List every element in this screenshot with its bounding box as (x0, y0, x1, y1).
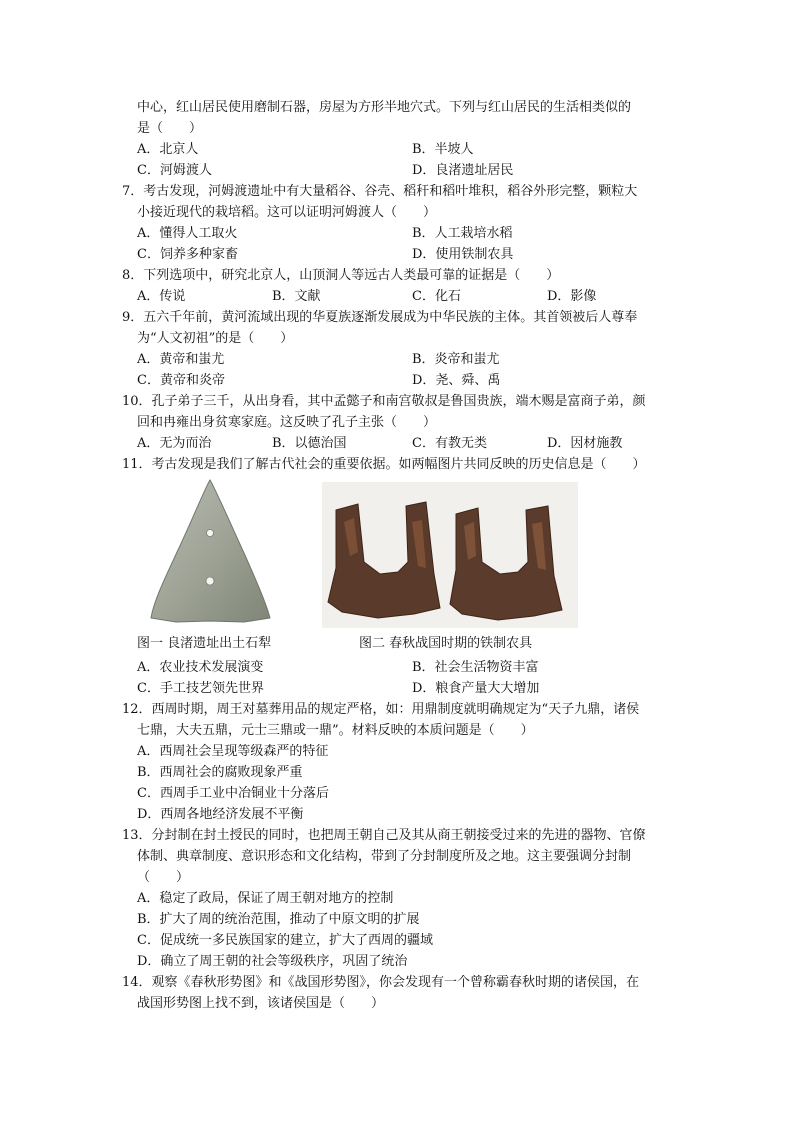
iron-tools-image (322, 482, 578, 628)
q10-option-a[interactable]: A．无为而治 (137, 436, 212, 451)
figure1-caption: 图一 良渚遗址出土石犁 (137, 636, 272, 651)
q14-stem-line-1: 14．观察《春秋形势图》和《战国形势图》，你会发现有一个曾称霸春秋时期的诸侯国，在 (122, 975, 640, 990)
q12-option-a[interactable]: A．西周社会呈现等级森严的特征 (137, 744, 329, 759)
q14-stem-line-2: 战国形势图上找不到，该诸侯国是（ ） (137, 996, 385, 1011)
stone-plough-image (148, 478, 273, 626)
q6-option-c[interactable]: C．河姆渡人 (137, 163, 212, 178)
q10-stem-line-2: 回和冉雍出身贫寒家庭。这反映了孔子主张（ ） (137, 415, 437, 430)
q10-stem-line-1: 10．孔子弟子三千，从出身看，其中孟懿子和南宫敬叔是鲁国贵族，端木赐是富商子弟，颜 (122, 394, 646, 409)
q7-option-d[interactable]: D．使用铁制农具 (412, 247, 514, 262)
q6-stem-line-2: 是（ ） (137, 121, 203, 136)
q13-option-b[interactable]: B．扩大了周的统治范围，推动了中原文明的扩展 (137, 912, 420, 927)
q8-option-a[interactable]: A．传说 (137, 289, 186, 304)
q8-option-d[interactable]: D．影像 (547, 289, 597, 304)
q13-option-c[interactable]: C．促成统一多民族国家的建立，扩大了西周的疆域 (137, 933, 433, 948)
q13-option-d[interactable]: D．确立了周王朝的社会等级秩序，巩固了统治 (137, 954, 408, 969)
q11-option-a[interactable]: A．农业技术发展演变 (137, 660, 264, 675)
q10-option-c[interactable]: C．有教无类 (412, 436, 487, 451)
q9-stem-line-2: 为“人文初祖”的是（ ） (137, 331, 294, 346)
q7-stem-line-1: 7．考古发现，河姆渡遗址中有大量稻谷、谷壳、稻秆和稻叶堆积，稻谷外形完整，颗粒大 (122, 184, 638, 199)
q10-option-d[interactable]: D．因材施教 (547, 436, 623, 451)
figure2-caption: 图二 春秋战国时期的铁制农具 (359, 636, 533, 651)
q12-option-d[interactable]: D．西周各地经济发展不平衡 (137, 807, 304, 822)
q9-stem-line-1: 9．五六千年前，黄河流域出现的华夏族逐渐发展成为中华民族的主体。其首领被后人尊奉 (122, 310, 638, 325)
q10-option-b[interactable]: B．以德治国 (272, 436, 347, 451)
q7-stem-line-2: 小接近现代的栽培稻。这可以证明河姆渡人（ ） (137, 205, 437, 220)
q12-option-b[interactable]: B．西周社会的腐败现象严重 (137, 765, 303, 780)
q12-option-c[interactable]: C．西周手工业中冶铜业十分落后 (137, 786, 329, 801)
q13-stem-line-2: 体制、典章制度、意识形态和文化结构，带到了分封制度所及之地。这主要强调分封制 (137, 849, 632, 864)
q9-option-b[interactable]: B．炎帝和蚩尤 (412, 352, 500, 367)
q7-option-b[interactable]: B．人工栽培水稻 (412, 226, 513, 241)
q6-option-a[interactable]: A．北京人 (137, 142, 199, 157)
q8-stem-line-1: 8．下列选项中，研究北京人，山顶洞人等远古人类最可靠的证据是（ ） (122, 268, 560, 283)
q13-option-a[interactable]: A．稳定了政局，保证了周王朝对地方的控制 (137, 891, 394, 906)
q8-option-b[interactable]: B．文献 (272, 289, 321, 304)
q9-option-d[interactable]: D．尧、舜、禹 (412, 373, 501, 388)
q11-option-d[interactable]: D．粮食产量大大增加 (412, 681, 540, 696)
q11-stem-line-1: 11．考古发现是我们了解古代社会的重要依据。如两幅图片共同反映的历史信息是（ ） (122, 457, 646, 472)
q9-option-c[interactable]: C．黄帝和炎帝 (137, 373, 225, 388)
q13-stem-line-3: （ ） (137, 870, 190, 885)
q7-option-a[interactable]: A．懂得人工取火 (137, 226, 238, 241)
q6-option-b[interactable]: B．半坡人 (412, 142, 474, 157)
q13-stem-line-1: 13．分封制在封土授民的同时，也把周王朝自己及其从商王朝接受过来的先进的器物、官僚 (122, 828, 646, 843)
q12-stem-line-1: 12．西周时期，周王对墓葬用品的规定严格，如：用鼎制度就明确规定为“天子九鼎，诸侯 (122, 702, 640, 717)
q8-option-c[interactable]: C．化石 (412, 289, 461, 304)
q7-option-c[interactable]: C．饲养多种家畜 (137, 247, 238, 262)
q6-option-d[interactable]: D．良渚遗址居民 (412, 163, 514, 178)
q11-option-b[interactable]: B．社会生活物资丰富 (412, 660, 539, 675)
q11-option-c[interactable]: C．手工技艺领先世界 (137, 681, 264, 696)
q9-option-a[interactable]: A．黄帝和蚩尤 (137, 352, 225, 367)
q6-stem-line-1: 中心，红山居民使用磨制石器，房屋为方形半地穴式。下列与红山居民的生活相类似的 (137, 100, 632, 115)
q12-stem-line-2: 七鼎，大夫五鼎，元士三鼎或一鼎”。材料反映的本质问题是（ ） (137, 723, 534, 738)
